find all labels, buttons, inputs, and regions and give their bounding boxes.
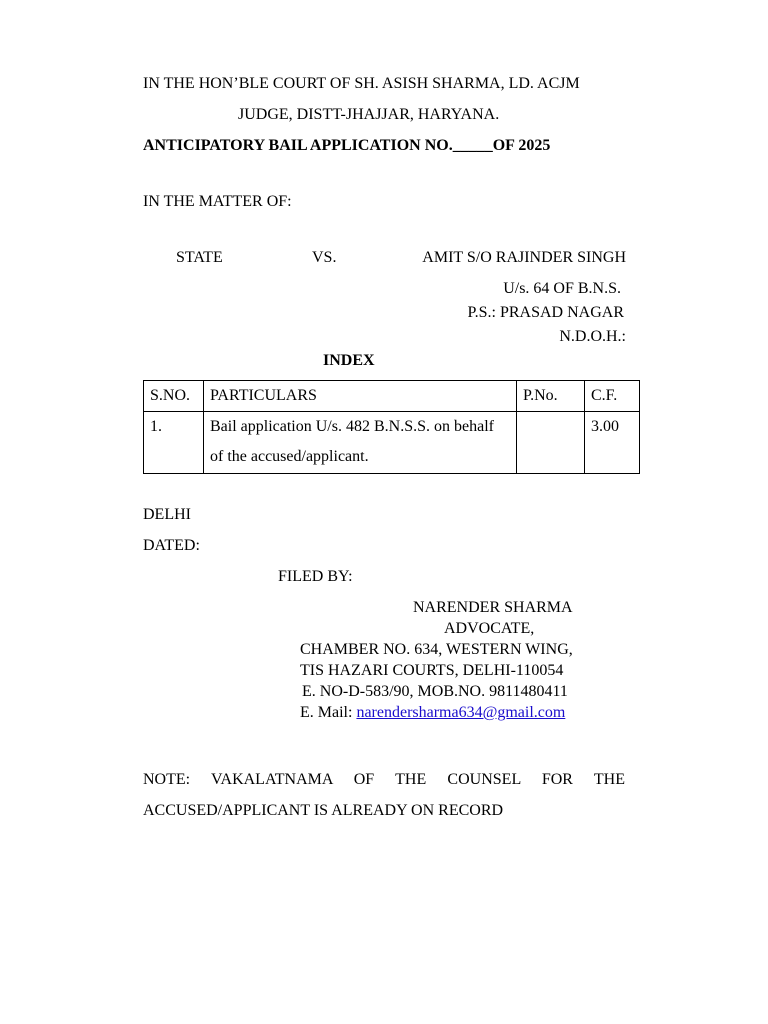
header-cf: C.F. (585, 381, 640, 412)
place-label: DELHI (143, 506, 191, 523)
index-table (143, 380, 640, 474)
header-particulars: PARTICULARS (204, 381, 517, 412)
advocate-name: NARENDER SHARMA (413, 599, 573, 616)
police-station-line: P.S.: PRASAD NAGAR (467, 304, 624, 321)
enrolment-mobile-line: E. NO-D-583/90, MOB.NO. 9811480411 (302, 683, 568, 700)
row-pno (517, 412, 585, 474)
address-line2: TIS HAZARI COURTS, DELHI-110054 (300, 662, 564, 679)
header-sno: S.NO. (144, 381, 204, 412)
matter-label: IN THE MATTER OF: (143, 193, 292, 210)
address-line1: CHAMBER NO. 634, WESTERN WING, (300, 641, 573, 658)
note-line2: ACCUSED/APPLICANT IS ALREADY ON RECORD (143, 802, 504, 819)
application-title: ANTICIPATORY BAIL APPLICATION NO._____OF 2025 (143, 137, 551, 154)
email-label: E. Mail: (300, 704, 357, 721)
party-accused: AMIT S/O RAJINDER SINGH (422, 249, 626, 266)
filed-by-label: FILED BY: (278, 568, 353, 585)
index-title: INDEX (323, 352, 375, 369)
advocate-designation: ADVOCATE, (444, 620, 535, 637)
index-header-row (144, 381, 640, 412)
email-link[interactable]: narendersharma634@gmail.com (356, 704, 566, 721)
court-title-line1: IN THE HON’BLE COURT OF SH. ASISH SHARMA, LD. ACJM (143, 75, 580, 92)
row-sno: 1. (144, 412, 204, 474)
email-line (300, 703, 565, 723)
note-paragraph (143, 764, 625, 826)
court-title-line2: JUDGE, DISTT-JHAJJAR, HARYANA. (238, 106, 500, 123)
note-line1: NOTE: VAKALATNAMA OF THE COUNSEL FOR THE (143, 771, 625, 788)
party-state: STATE (176, 249, 223, 266)
ndoh-line: N.D.O.H.: (559, 328, 626, 345)
table-row (144, 412, 640, 474)
section-line: U/s. 64 OF B.N.S. (503, 280, 621, 297)
dated-label: DATED: (143, 537, 200, 554)
row-cf: 3.00 (585, 412, 640, 474)
header-pno: P.No. (517, 381, 585, 412)
versus-label: VS. (312, 249, 337, 266)
row-particulars: Bail application U/s. 482 B.N.S.S. on behalf of the accused/applicant. (204, 412, 517, 474)
